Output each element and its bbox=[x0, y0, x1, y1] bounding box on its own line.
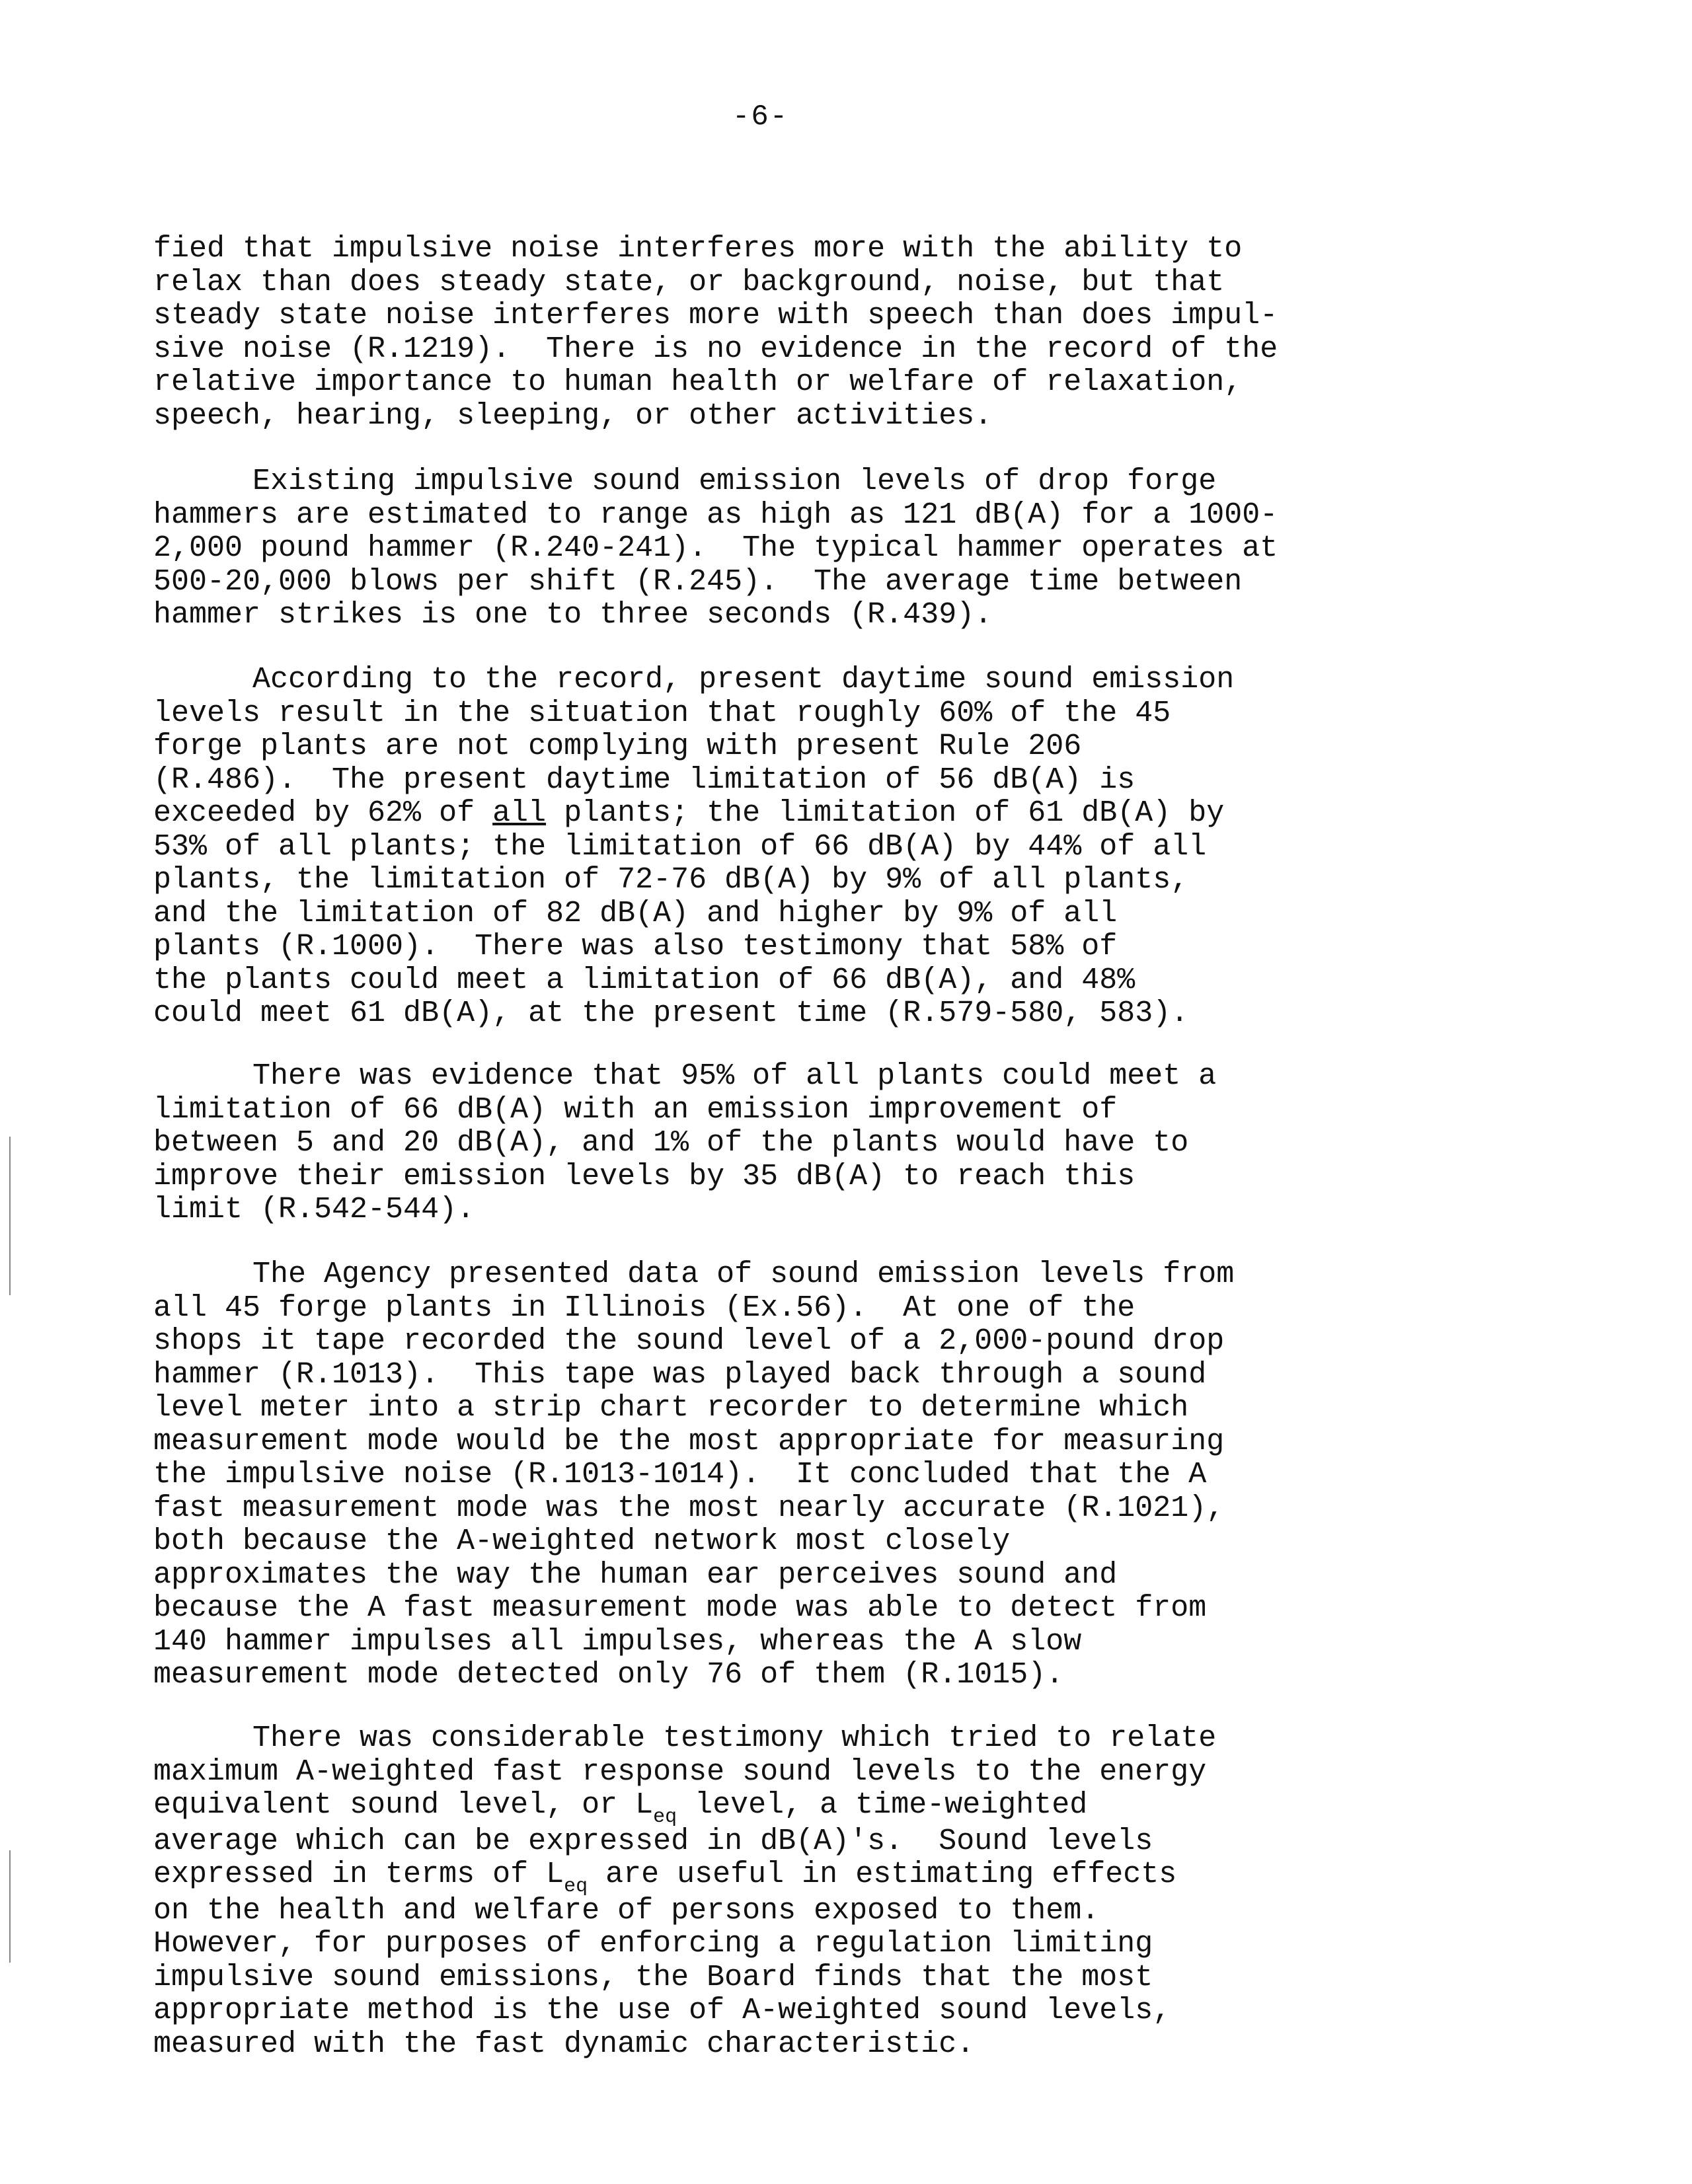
text-line: 53% of all plants; the limitation of 66 dB(A) by 44% of all bbox=[153, 829, 1207, 864]
text-line: plants, the limitation of 72-76 dB(A) by 9% of all plants, bbox=[153, 863, 1189, 897]
paragraph-2 bbox=[153, 465, 1574, 632]
text-line: between 5 and 20 dB(A), and 1% of the plants would have to bbox=[153, 1126, 1189, 1160]
text-line: Existing impulsive sound emission levels of drop forge bbox=[252, 465, 1217, 498]
text-line: level, a time-weighted bbox=[677, 1788, 1088, 1822]
text-line: all 45 forge plants in Illinois (Ex.56). At one of the bbox=[153, 1291, 1135, 1325]
text-line: limit (R.542-544). bbox=[153, 1193, 475, 1226]
text-line: There was evidence that 95% of all plants could meet a bbox=[252, 1059, 1217, 1093]
text-line: expressed in terms of L bbox=[153, 1858, 564, 1891]
text-line: 500-20,000 blows per shift (R.245). The average time between bbox=[153, 564, 1243, 599]
text-line: plants; the limitation of 61 dB(A) by bbox=[546, 796, 1225, 830]
text-line: 2,000 pound hammer (R.240-241). The typical hammer operates at bbox=[153, 531, 1278, 565]
text-line: There was considerable testimony which tried to relate bbox=[252, 1721, 1217, 1755]
paragraph-1 bbox=[153, 233, 1574, 433]
text-line: measurement mode would be the most appropriate for measuring bbox=[153, 1424, 1225, 1458]
page-number: -6- bbox=[732, 100, 789, 133]
text-line: 140 hammer impulses all impulses, whereas the A slow bbox=[153, 1624, 1082, 1659]
text-line: sive noise (R.1219). There is no evidence in the record of the bbox=[153, 332, 1278, 366]
paragraph-5 bbox=[153, 1258, 1574, 1692]
scan-margin-mark bbox=[9, 1850, 11, 1963]
text-line: on the health and welfare of persons exposed to them. bbox=[153, 1893, 1100, 1928]
text-line: improve their emission levels by 35 dB(A) to reach this bbox=[153, 1159, 1135, 1193]
text-line: limitation of 66 dB(A) with an emission improvement of bbox=[153, 1092, 1118, 1127]
text-line: exceeded by 62% of bbox=[153, 796, 493, 830]
text-line: (R.486). The present daytime limitation of 56 dB(A) is bbox=[153, 763, 1135, 797]
text-line: measured with the fast dynamic characteristic. bbox=[153, 2027, 975, 2061]
text-line: hammers are estimated to range as high as 121 dB(A) for a 1000- bbox=[153, 498, 1278, 532]
subscript-eq: eq bbox=[653, 1806, 677, 1828]
text-line: According to the record, present daytime sound emission bbox=[252, 663, 1235, 697]
paragraph-4 bbox=[153, 1060, 1574, 1227]
text-line: relative importance to human health or welfare of relaxation, bbox=[153, 365, 1243, 399]
text-line: appropriate method is the use of A-weighted sound levels, bbox=[153, 1994, 1171, 2027]
paragraph-3 bbox=[153, 663, 1574, 1031]
text-line: impulsive sound emissions, the Board finds that the most bbox=[153, 1960, 1153, 1994]
text-line: However, for purposes of enforcing a regulation limiting bbox=[153, 1927, 1153, 1961]
text-line: fast measurement mode was the most nearly accurate (R.1021), bbox=[153, 1491, 1225, 1525]
text-line: and the limitation of 82 dB(A) and higher by 9% of all bbox=[153, 896, 1118, 930]
text-line: level meter into a strip chart recorder to determine which bbox=[153, 1391, 1189, 1425]
text-line: fied that impulsive noise interferes more with the ability to bbox=[153, 232, 1243, 266]
text-line: average which can be expressed in dB(A)'s. Sound levels bbox=[153, 1824, 1153, 1858]
text-line: measurement mode detected only 76 of them (R.1015). bbox=[153, 1658, 1064, 1692]
text-line: The Agency presented data of sound emission levels from bbox=[252, 1258, 1235, 1291]
text-line: approximates the way the human ear perceives sound and bbox=[153, 1558, 1118, 1592]
scan-margin-mark bbox=[9, 1137, 11, 1295]
text-line: the plants could meet a limitation of 66 dB(A), and 48% bbox=[153, 963, 1135, 997]
paragraph-6 bbox=[153, 1722, 1574, 2061]
text-line: are useful in estimating effects bbox=[588, 1858, 1177, 1891]
text-line: hammer strikes is one to three seconds (R.439). bbox=[153, 598, 993, 632]
text-line: steady state noise interferes more with speech than does impul- bbox=[153, 299, 1278, 332]
text-line: shops it tape recorded the sound level of a 2,000-pound drop bbox=[153, 1324, 1225, 1358]
text-line: maximum A-weighted fast response sound levels to the energy bbox=[153, 1754, 1207, 1789]
text-line: because the A fast measurement mode was able to detect from bbox=[153, 1591, 1207, 1625]
text-line: both because the A-weighted network most closely bbox=[153, 1525, 1011, 1558]
text-line: equivalent sound level, or L bbox=[153, 1788, 654, 1822]
text-line: levels result in the situation that roughly 60% of the 45 bbox=[153, 696, 1171, 730]
subscript-eq: eq bbox=[564, 1875, 588, 1898]
text-line: could meet 61 dB(A), at the present time (R.579-580, 583). bbox=[153, 997, 1189, 1030]
text-line: plants (R.1000). There was also testimony that 58% of bbox=[153, 930, 1118, 963]
text-line: hammer (R.1013). This tape was played back through a sound bbox=[153, 1357, 1207, 1392]
text-line: speech, hearing, sleeping, or other activities. bbox=[153, 398, 993, 433]
text-line: relax than does steady state, or background, noise, but that bbox=[153, 265, 1225, 299]
text-line: the impulsive noise (R.1013-1014). It concluded that the A bbox=[153, 1458, 1207, 1491]
underlined-word: all bbox=[492, 796, 547, 830]
text-line: forge plants are not complying with present Rule 206 bbox=[153, 730, 1082, 763]
